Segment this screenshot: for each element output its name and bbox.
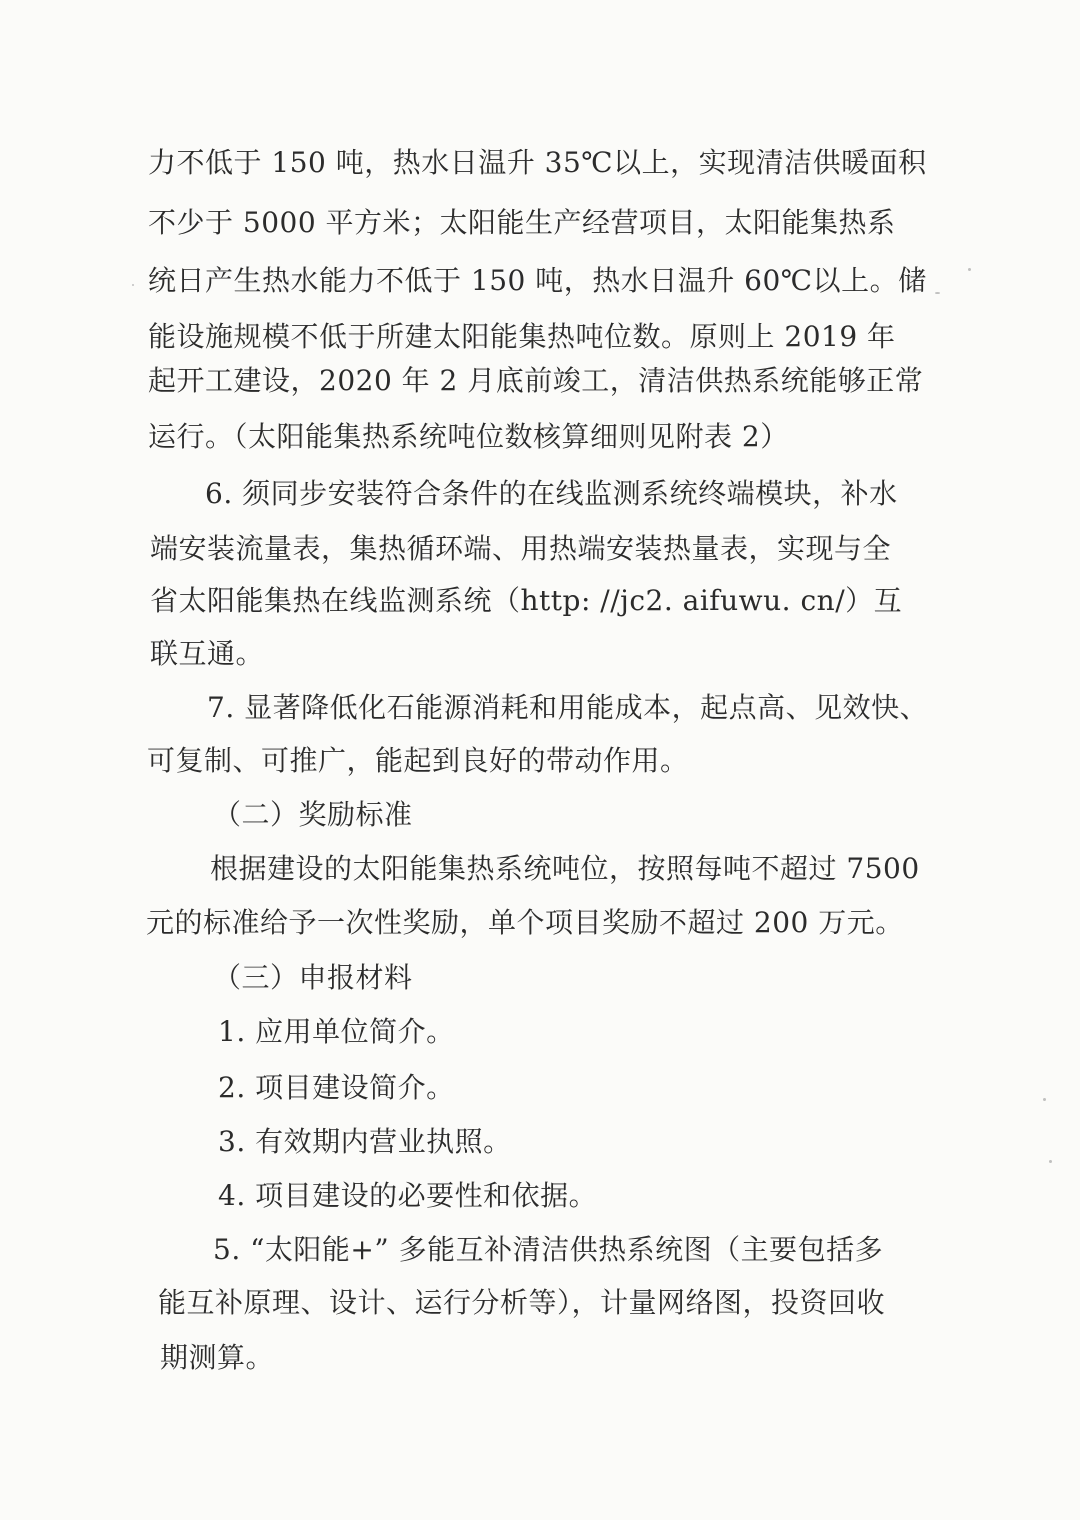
item-6-line: 6. 须同步安装符合条件的在线监测系统终端模块，补水: [205, 477, 898, 510]
scan-speck: [1049, 1160, 1052, 1163]
scan-speck: [1043, 1098, 1046, 1101]
item-7-line: 可复制、可推广，能起到良好的带动作用。: [147, 744, 689, 777]
scan-speck: [968, 268, 971, 271]
paragraph-line: 运行。（太阳能集热系统吨位数核算细则见附表 2）: [148, 420, 789, 453]
paragraph-line: 能设施规模不低于所建太阳能集热吨位数。原则上 2019 年: [148, 320, 896, 353]
item-6-line: 省太阳能集热在线监测系统（http: //jc2. aifuwu. cn/）互: [150, 584, 903, 617]
material-item: 3. 有效期内营业执照。: [218, 1125, 512, 1158]
item-5-line: 能互补原理、设计、运行分析等），计量网络图，投资回收: [158, 1286, 886, 1319]
section-2-title: （二）奖励标准: [213, 798, 413, 831]
paragraph-line: 统日产生热水能力不低于 150 吨，热水日温升 60℃以上。储: [148, 264, 927, 297]
scan-speck: [132, 284, 134, 286]
section-3-title: （三）申报材料: [213, 961, 413, 994]
material-item: 1. 应用单位简介。: [218, 1015, 455, 1048]
item-6-line: 联互通。: [150, 637, 265, 670]
scan-speck: [935, 292, 940, 294]
section-2-body-line: 元的标准给予一次性奖励，单个项目奖励不超过 200 万元。: [146, 906, 904, 939]
material-item: 2. 项目建设简介。: [218, 1071, 455, 1104]
item-6-line: 端安装流量表，集热循环端、用热端安装热量表，实现与全: [150, 532, 892, 565]
material-item: 4. 项目建设的必要性和依据。: [218, 1179, 598, 1212]
item-5-line: 5. “太阳能+” 多能互补清洁供热系统图（主要包括多: [213, 1233, 884, 1266]
item-5-line: 期测算。: [160, 1341, 275, 1374]
item-7-line: 7. 显著降低化石能源消耗和用能成本，起点高、见效快、: [207, 691, 929, 724]
paragraph-line: 起开工建设，2020 年 2 月底前竣工，清洁供热系统能够正常: [148, 364, 924, 397]
paragraph-line: 不少于 5000 平方米；太阳能生产经营项目，太阳能集热系: [148, 206, 896, 239]
section-2-body-line: 根据建设的太阳能集热系统吨位，按照每吨不超过 7500: [210, 852, 920, 885]
paragraph-line: 力不低于 150 吨，热水日温升 35℃以上，实现清洁供暖面积: [148, 146, 927, 179]
